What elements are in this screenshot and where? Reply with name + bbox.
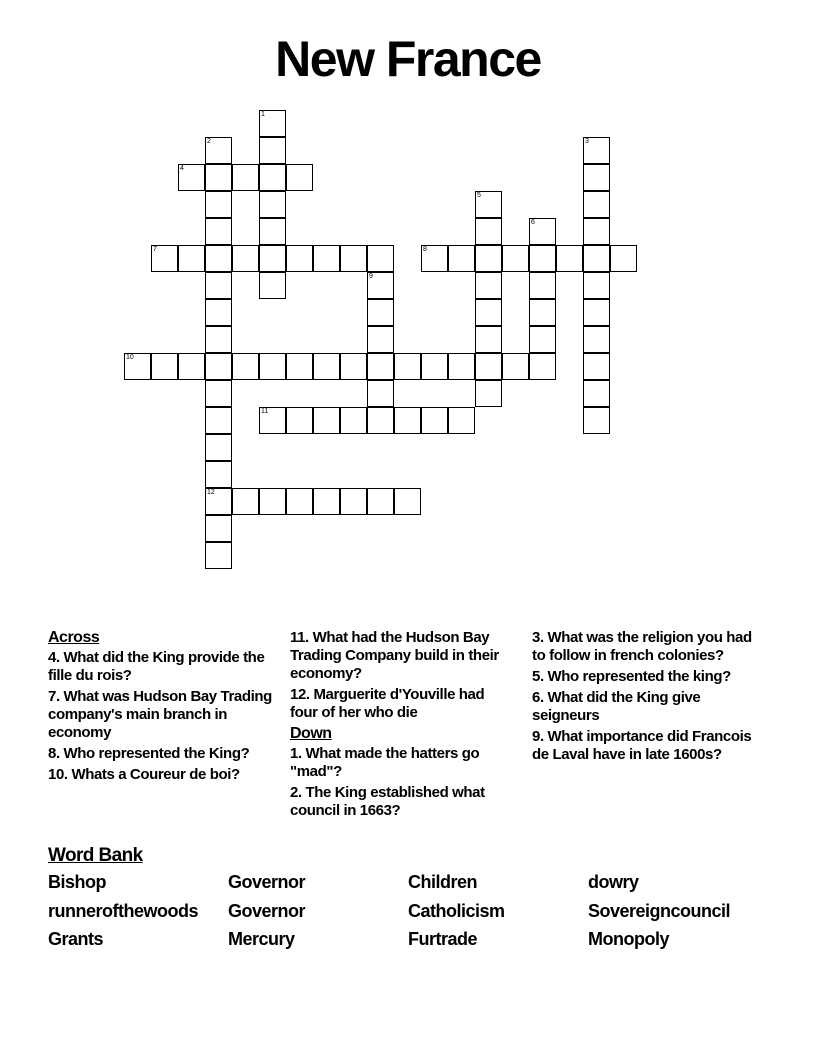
down-clue-3	[532, 629, 757, 665]
across-clue-7	[48, 688, 273, 742]
grid-cell[interactable]	[421, 245, 448, 272]
word-bank-item: Monopoly	[588, 929, 669, 949]
clue-number: 9.	[532, 728, 544, 745]
grid-cell[interactable]	[394, 488, 421, 515]
grid-cell[interactable]	[475, 326, 502, 353]
across-heading: Across	[48, 629, 100, 646]
grid-cell[interactable]	[205, 137, 232, 164]
word-bank-item: Furtrade	[408, 929, 478, 949]
grid-cell[interactable]	[529, 272, 556, 299]
word-bank-item: Children	[408, 872, 478, 892]
word-bank-item: Grants	[48, 929, 104, 949]
grid-cell[interactable]	[367, 353, 394, 380]
grid-cell[interactable]	[583, 218, 610, 245]
grid-cell[interactable]	[583, 245, 610, 272]
grid-cell[interactable]	[475, 299, 502, 326]
cell-number: 4	[180, 165, 184, 172]
cell-number: 11	[261, 408, 269, 415]
grid-cell[interactable]	[178, 164, 205, 191]
clue-text: What was the religion you had to follow in french colonies?	[532, 629, 752, 664]
clue-number: 1.	[290, 745, 302, 762]
clue-number: 6.	[532, 689, 544, 706]
clue-number: 4.	[48, 649, 60, 666]
grid-cell[interactable]	[502, 245, 529, 272]
clue-text: What made the hatters go "mad"?	[290, 745, 480, 780]
cell-number: 1	[261, 111, 265, 118]
grid-cell[interactable]	[367, 326, 394, 353]
clue-number: 3.	[532, 629, 544, 646]
grid-cell[interactable]	[313, 488, 340, 515]
word-bank-item: Sovereigncouncil	[588, 900, 731, 921]
grid-cell[interactable]	[583, 272, 610, 299]
grid-cell[interactable]	[475, 191, 502, 218]
grid-cell[interactable]	[583, 137, 610, 164]
across-clue-11	[290, 629, 515, 683]
grid-cell[interactable]	[151, 245, 178, 272]
grid-cell[interactable]	[205, 272, 232, 299]
grid-cell[interactable]	[259, 164, 286, 191]
grid-cell[interactable]	[583, 191, 610, 218]
grid-cell[interactable]	[367, 488, 394, 515]
grid-cell[interactable]	[367, 299, 394, 326]
grid-cell[interactable]	[529, 245, 556, 272]
word-bank-item: Governor	[228, 872, 306, 892]
word-bank-item: Bishop	[48, 872, 106, 892]
clue-number: 5.	[532, 668, 544, 685]
down-clue-5	[532, 668, 757, 686]
grid-cell[interactable]	[205, 164, 232, 191]
grid-cell[interactable]	[205, 515, 232, 542]
across-clue-10	[48, 766, 273, 784]
grid-cell[interactable]	[367, 272, 394, 299]
grid-cell[interactable]	[178, 245, 205, 272]
grid-cell[interactable]	[448, 245, 475, 272]
clue-text: What had the Hudson Bay Trading Company build in their economy?	[290, 629, 499, 682]
cell-number: 2	[207, 138, 211, 145]
grid-cell[interactable]	[259, 272, 286, 299]
word-bank-item: dowry	[588, 872, 639, 892]
grid-cell[interactable]	[367, 245, 394, 272]
word-bank-item: Governor	[228, 900, 306, 921]
grid-cell[interactable]	[286, 245, 313, 272]
grid-cell[interactable]	[313, 353, 340, 380]
grid-cell[interactable]	[178, 353, 205, 380]
grid-cell[interactable]	[259, 110, 286, 137]
grid-cell[interactable]	[286, 353, 313, 380]
grid-cell[interactable]	[583, 164, 610, 191]
cell-number: 10	[126, 354, 134, 361]
grid-cell[interactable]	[259, 488, 286, 515]
cell-number: 6	[531, 219, 535, 226]
grid-cell[interactable]	[421, 407, 448, 434]
down-clue-1	[290, 745, 515, 781]
clue-text: Who represented the King?	[63, 745, 250, 762]
word-bank	[48, 872, 788, 958]
grid-cell[interactable]	[340, 353, 367, 380]
clue-number: 8.	[48, 745, 60, 762]
grid-cell[interactable]	[124, 353, 151, 380]
cell-number: 12	[207, 489, 215, 496]
grid-cell[interactable]	[232, 164, 259, 191]
grid-cell[interactable]	[421, 353, 448, 380]
grid-cell[interactable]	[205, 542, 232, 569]
grid-cell[interactable]	[205, 461, 232, 488]
clues-column-3	[532, 629, 757, 767]
across-clue-4	[48, 649, 273, 685]
grid-cell[interactable]	[205, 407, 232, 434]
grid-cell[interactable]	[205, 353, 232, 380]
clue-text: What was Hudson Bay Trading company's main branch in economy	[48, 688, 272, 741]
grid-cell[interactable]	[394, 353, 421, 380]
grid-cell[interactable]	[340, 245, 367, 272]
grid-cell[interactable]	[394, 407, 421, 434]
clue-text: Who represented the king?	[547, 668, 731, 685]
grid-cell[interactable]	[448, 353, 475, 380]
grid-cell[interactable]	[529, 218, 556, 245]
grid-cell[interactable]	[340, 407, 367, 434]
down-clue-2	[290, 784, 515, 820]
grid-cell[interactable]	[475, 272, 502, 299]
clue-number: 10.	[48, 766, 68, 783]
grid-cell[interactable]	[259, 137, 286, 164]
clue-text: What importance did Francois de Laval have in late 1600s?	[532, 728, 752, 763]
grid-cell[interactable]	[583, 299, 610, 326]
grid-cell[interactable]	[205, 191, 232, 218]
grid-cell[interactable]	[610, 245, 637, 272]
grid-cell[interactable]	[205, 245, 232, 272]
grid-cell[interactable]	[259, 191, 286, 218]
grid-cell[interactable]	[313, 407, 340, 434]
grid-cell[interactable]	[205, 488, 232, 515]
clue-number: 11.	[290, 629, 309, 646]
grid-cell[interactable]	[286, 407, 313, 434]
grid-cell[interactable]	[259, 245, 286, 272]
grid-cell[interactable]	[367, 407, 394, 434]
grid-cell[interactable]	[205, 380, 232, 407]
grid-cell[interactable]	[583, 326, 610, 353]
clue-number: 2.	[290, 784, 302, 801]
grid-cell[interactable]	[340, 488, 367, 515]
down-clue-9	[532, 728, 757, 764]
grid-cell[interactable]	[151, 353, 178, 380]
clues-column-2	[290, 629, 515, 823]
cell-number: 9	[369, 273, 373, 280]
puzzle-title: New France	[275, 31, 541, 87]
clue-number: 12.	[290, 686, 310, 703]
across-clue-8	[48, 745, 273, 763]
grid-cell[interactable]	[529, 326, 556, 353]
clue-number: 7.	[48, 688, 60, 705]
word-bank-item: Mercury	[228, 929, 295, 949]
word-bank-item: runnerofthewoods	[48, 900, 198, 921]
grid-cell[interactable]	[529, 299, 556, 326]
cell-number: 5	[477, 192, 481, 199]
cell-number: 3	[585, 138, 589, 145]
grid-cell[interactable]	[205, 299, 232, 326]
down-clue-6	[532, 689, 757, 725]
grid-cell[interactable]	[367, 380, 394, 407]
grid-cell[interactable]	[205, 326, 232, 353]
word-bank-item: Catholicism	[408, 900, 505, 921]
grid-cell[interactable]	[286, 488, 313, 515]
down-heading: Down	[290, 725, 332, 742]
grid-cell[interactable]	[583, 407, 610, 434]
grid-cell[interactable]	[475, 218, 502, 245]
grid-cell[interactable]	[205, 218, 232, 245]
grid-cell[interactable]	[448, 407, 475, 434]
clue-text: What did the King give seigneurs	[532, 689, 701, 724]
grid-cell[interactable]	[232, 245, 259, 272]
grid-cell[interactable]	[259, 218, 286, 245]
grid-cell[interactable]	[259, 407, 286, 434]
clue-text: What did the King provide the fille du rois?	[48, 649, 265, 684]
grid-cell[interactable]	[205, 434, 232, 461]
grid-cell[interactable]	[583, 353, 610, 380]
grid-cell[interactable]	[232, 353, 259, 380]
word-bank-heading: Word Bank	[48, 845, 143, 866]
grid-cell[interactable]	[502, 353, 529, 380]
clues-column-1	[48, 629, 273, 787]
grid-cell[interactable]	[313, 245, 340, 272]
grid-cell[interactable]	[232, 488, 259, 515]
grid-cell[interactable]	[286, 164, 313, 191]
grid-cell[interactable]	[475, 353, 502, 380]
grid-cell[interactable]	[583, 380, 610, 407]
clue-text: Whats a Coureur de boi?	[71, 766, 240, 783]
grid-cell[interactable]	[475, 245, 502, 272]
grid-cell[interactable]	[259, 353, 286, 380]
grid-cell[interactable]	[556, 245, 583, 272]
clue-text: The King established what council in 1663?	[290, 784, 485, 819]
cell-number: 8	[423, 246, 427, 253]
grid-cell[interactable]	[475, 380, 502, 407]
across-clue-12	[290, 686, 515, 722]
grid-cell[interactable]	[529, 353, 556, 380]
clue-text: Marguerite d'Youville had four of her who die	[290, 686, 485, 721]
cell-number: 7	[153, 246, 157, 253]
